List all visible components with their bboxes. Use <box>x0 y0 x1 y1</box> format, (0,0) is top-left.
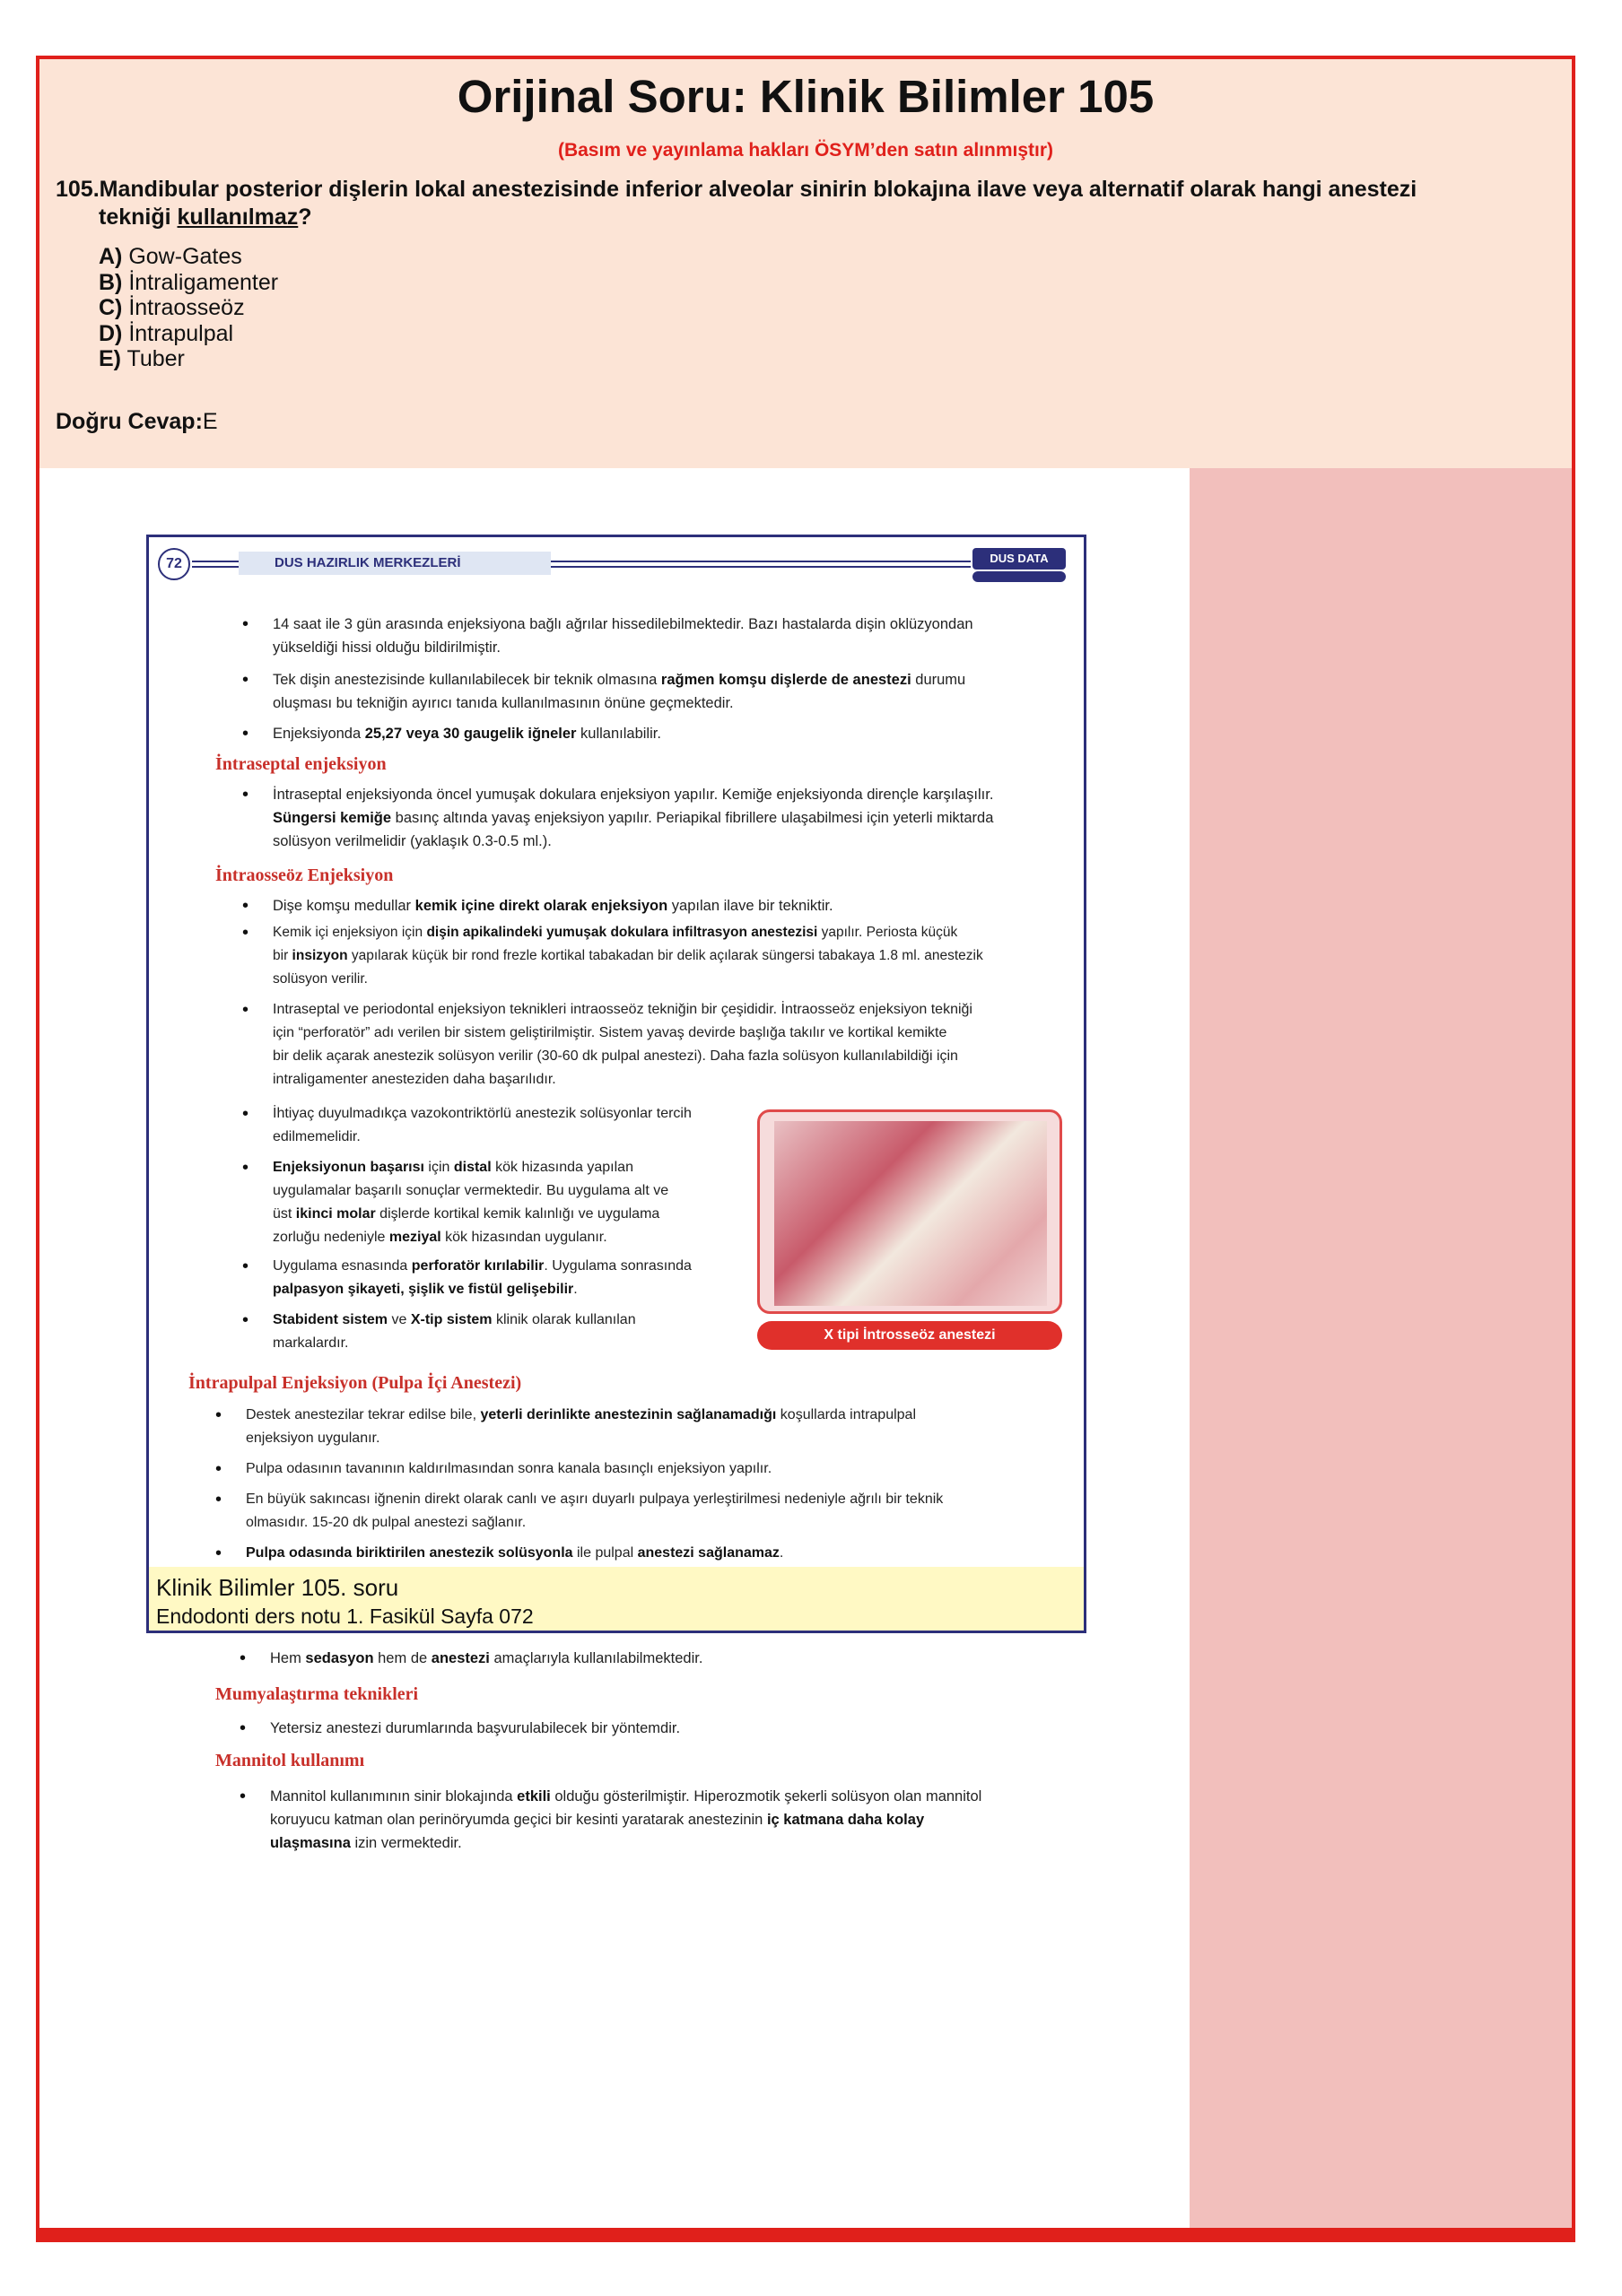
text: yapılır. Periosta küçük <box>817 925 958 940</box>
text: Hem <box>270 1650 306 1666</box>
answer-options <box>99 244 278 372</box>
bold-text: yeterli derinlikte anestezinin sağlanamadığı <box>480 1407 777 1422</box>
question-line-2 <box>56 204 1500 231</box>
text: intraligamenter anesteziden daha başarılıdır. <box>273 1072 556 1087</box>
text: amaçlarıyla kullanılabilmektedir. <box>489 1650 703 1666</box>
text: koruyucu katman olan perinöryumda geçici bir kesinti yaratarak anestezinin <box>270 1812 767 1828</box>
text: kök hizasında yapılan <box>491 1160 633 1175</box>
text: uygulamalar başarılı sonuçlar vermektedir. Bu uygulama alt ve <box>273 1183 669 1198</box>
section-heading-mannitol: Mannitol kullanımı <box>215 1751 365 1770</box>
option-letter: B) <box>99 269 123 295</box>
list-item <box>242 1255 745 1301</box>
list-item <box>242 613 1050 659</box>
text: koşullarda intrapulpal <box>776 1407 916 1422</box>
list-item <box>215 1488 1059 1535</box>
text: . Uygulama sonrasında <box>544 1258 692 1274</box>
text: Uygulama esnasında <box>273 1258 412 1274</box>
section-heading-mumya: Mumyalaştırma teknikleri <box>215 1684 419 1704</box>
text: ile pulpal <box>572 1545 638 1561</box>
bold-text: sedasyon <box>305 1650 374 1666</box>
option-letter: A) <box>99 244 123 269</box>
option-text: İntraligamenter <box>122 269 279 295</box>
list-item <box>215 1404 1059 1450</box>
logo-ribbon <box>972 571 1066 582</box>
bold-text: 25,27 veya 30 gaugelik iğneler <box>364 726 577 742</box>
list-item <box>242 668 1050 715</box>
bold-text: kemik içine direkt olarak enjeksiyon <box>414 898 668 914</box>
text: İhtiyaç duyulmadıkça vazokontriktörlü anestezik solüsyonlar tercih <box>273 1106 692 1121</box>
logo-text: DUS DATA <box>972 548 1066 570</box>
photo-caption: X tipi İntrosseöz anestezi <box>757 1321 1062 1350</box>
text: Kemik içi enjeksiyon için <box>273 925 427 940</box>
copyright-notice: (Basım ve yayınlama hakları ÖSYM’den satın alınmıştır) <box>557 140 1054 161</box>
bold-text: perforatör kırılabilir <box>411 1258 545 1274</box>
answer-value: E <box>202 409 218 434</box>
dental-photo <box>757 1109 1062 1314</box>
note-subtitle: Endodonti ders notu 1. Fasikül Sayfa 072 <box>156 1605 534 1628</box>
text: bir delik açarak anestezik solüsyon verilir (30-60 dk pulpal anestezi). Daha fazla solüsyon kullanılabildiği için <box>273 1048 958 1064</box>
option-text: İntraosseöz <box>122 295 245 320</box>
text: kullanılabilir. <box>576 726 661 742</box>
text: olmasıdır. 15-20 dk pulpal anestezi sağlanır. <box>246 1515 527 1530</box>
option-e <box>99 346 278 372</box>
text: için “perforatör” adı verilen bir sistem geliştirilmiştir. Sistem yavaş devirde başlığa takılır ve kortikal kemikte <box>273 1025 947 1040</box>
text: yapılan ilave bir tekniktir. <box>667 898 833 914</box>
list-item <box>242 998 1050 1091</box>
text: Dişe komşu medullar <box>273 898 415 914</box>
question-line-2-post: ? <box>298 204 312 230</box>
text: bir <box>273 948 292 963</box>
bold-text: anestezi sağlanamaz <box>637 1545 780 1561</box>
question-text <box>56 176 1500 231</box>
text: kök hizasından uygulanır. <box>440 1230 607 1245</box>
section-heading-intrapulpal: İntrapulpal Enjeksiyon (Pulpa İçi Anestezi) <box>188 1373 522 1393</box>
text: solüsyon verilir. <box>273 971 368 987</box>
option-letter: C) <box>99 295 123 320</box>
text: yapılarak küçük bir rond frezle kortikal tabakadan bir delik açılarak süngersi tabakaya 1.8 ml. anestezik <box>347 948 983 963</box>
text: markalardır. <box>273 1335 349 1351</box>
bold-text: Süngersi kemiğe <box>273 810 392 826</box>
option-letter: D) <box>99 320 123 346</box>
page-header <box>158 548 1078 580</box>
list-item <box>242 722 1050 745</box>
correct-answer <box>56 409 218 435</box>
textbook-page <box>146 535 1086 1633</box>
list-item <box>215 1542 1059 1565</box>
photo-image <box>774 1121 1047 1306</box>
list-item <box>242 783 1050 853</box>
text: ve <box>388 1312 411 1327</box>
list-item <box>240 1785 1074 1855</box>
text: basınç altında yavaş enjeksiyon yapılır. Periapikal fibrillere ulaşabilmesi için yeterli miktarda <box>391 810 994 826</box>
text: edilmemelidir. <box>273 1129 361 1144</box>
bottom-bar <box>36 2228 1575 2242</box>
question-number: 105. <box>56 177 100 202</box>
bold-text: rağmen komşu dişlerde de anestezi <box>660 672 911 688</box>
text: için <box>423 1160 454 1175</box>
bold-text: Pulpa odasında biriktirilen anestezik solüsyonla <box>246 1545 573 1561</box>
text: olduğu gösterilmiştir. Hiperozmotik şekerli solüsyon olan mannitol <box>550 1788 982 1805</box>
text: zorluğu nedeniyle <box>273 1230 389 1245</box>
bold-text: palpasyon şikayeti, şişlik ve fistül gelişebilir <box>273 1282 574 1297</box>
list-item <box>240 1647 1047 1670</box>
right-margin-band <box>1190 468 1572 2228</box>
bold-text: Enjeksiyonun başarısı <box>273 1160 424 1175</box>
text: enjeksiyon uygulanır. <box>246 1431 380 1446</box>
text: İntraseptal enjeksiyonda öncel yumuşak dokulara enjeksiyon yapılır. Kemiğe enjeksiyonda dirençle karşılaşılır. <box>273 787 994 803</box>
list-item <box>242 894 1050 918</box>
text: dişlerde kortikal kemik kalınlığı ve uygulama <box>375 1206 660 1222</box>
option-a <box>99 244 278 270</box>
text: . <box>573 1282 578 1297</box>
text: solüsyon verilmelidir (yaklaşık 0.3-0.5 ml.). <box>273 833 552 849</box>
option-d <box>99 321 278 347</box>
list-item: • Yetersiz anestezi durumlarında başvurulabilecek bir yöntemdir. <box>240 1717 1047 1740</box>
text: En büyük sakıncası iğnenin direkt olarak canlı ve aşırı duyarlı pulpaya yerleştirilmesi nedeniyle ağrılı bir teknik <box>246 1492 944 1507</box>
question-line-2-pre: tekniği <box>99 204 178 230</box>
bold-text: dişin apikalindeki yumuşak dokulara infiltrasyon anestezisi <box>426 925 818 940</box>
text: durumu <box>911 672 966 688</box>
text: oluşması bu tekniğin ayırıcı tanıda kullanılmasının önüne geçmektedir. <box>273 695 734 711</box>
text: 14 saat ile 3 gün arasında enjeksiyona bağlı ağrılar hissedilebilmektedir. Bazı hastalarda dişin oklüzyondan <box>273 616 973 632</box>
bold-text: insizyon <box>292 948 348 963</box>
bold-text: X-tip sistem <box>410 1312 493 1327</box>
option-letter: E) <box>99 346 121 371</box>
page-title: Orijinal Soru: Klinik Bilimler 105 <box>457 71 1155 122</box>
list-item <box>242 1102 745 1149</box>
bold-text: meziyal <box>388 1230 441 1245</box>
text: üst <box>273 1206 296 1222</box>
bold-text: ulaşmasına <box>270 1835 351 1851</box>
text: Tek dişin anestezisinde kullanılabilecek bir teknik olmasına <box>273 672 661 688</box>
text: Mannitol kullanımının sinir blokajında <box>270 1788 518 1805</box>
dus-data-logo <box>969 548 1066 584</box>
bold-text: etkili <box>517 1788 551 1805</box>
list-item <box>242 1309 745 1355</box>
list-item <box>242 1156 745 1249</box>
text: klinik olarak kullanılan <box>492 1312 636 1327</box>
option-text: Gow-Gates <box>122 244 242 269</box>
list-item: • Pulpa odasının tavanının kaldırılmasından sonra kanala basınçlı enjeksiyon yapılır. <box>215 1457 1059 1481</box>
bold-text: ikinci molar <box>295 1206 376 1222</box>
option-text: İntrapulpal <box>122 320 234 346</box>
bold-text: anestezi <box>431 1650 490 1666</box>
answer-label: Doğru Cevap: <box>56 409 203 434</box>
question-emphasis: kullanılmaz <box>177 204 299 230</box>
text: izin vermektedir. <box>350 1835 462 1851</box>
note-title: Klinik Bilimler 105. soru <box>156 1574 399 1601</box>
text: Destek anestezilar tekrar edilse bile, <box>246 1407 481 1422</box>
text: . <box>779 1545 784 1561</box>
bold-text: distal <box>453 1160 492 1175</box>
option-b <box>99 270 278 296</box>
text: hem de <box>373 1650 432 1666</box>
option-c <box>99 295 278 321</box>
page-number: 72 <box>158 548 190 580</box>
header-label: DUS HAZIRLIK MERKEZLERİ <box>239 552 551 575</box>
question-line-1: Mandibular posterior dişlerin lokal anestezisinde inferior alveolar sinirin blokajına ilave veya alternatif olarak hangi anestezi <box>99 177 1417 202</box>
bold-text: iç katmana daha kolay <box>766 1812 925 1828</box>
section-heading-intraosseoz: İntraosseöz Enjeksiyon <box>215 865 394 885</box>
text: Enjeksiyonda <box>273 726 365 742</box>
bold-text: Stabident sistem <box>273 1312 388 1327</box>
text: Intraseptal ve periodontal enjeksiyon teknikleri intraosseöz tekniğin bir çeşididir. İntraosseöz enjeksiyon tekniği <box>273 1002 972 1017</box>
section-heading-intraseptal: İntraseptal enjeksiyon <box>215 754 387 774</box>
list-item <box>242 921 1050 991</box>
text: yükseldiği hissi olduğu bildirilmiştir. <box>273 639 501 656</box>
option-text: Tuber <box>121 346 185 371</box>
source-note <box>146 1567 1086 1633</box>
